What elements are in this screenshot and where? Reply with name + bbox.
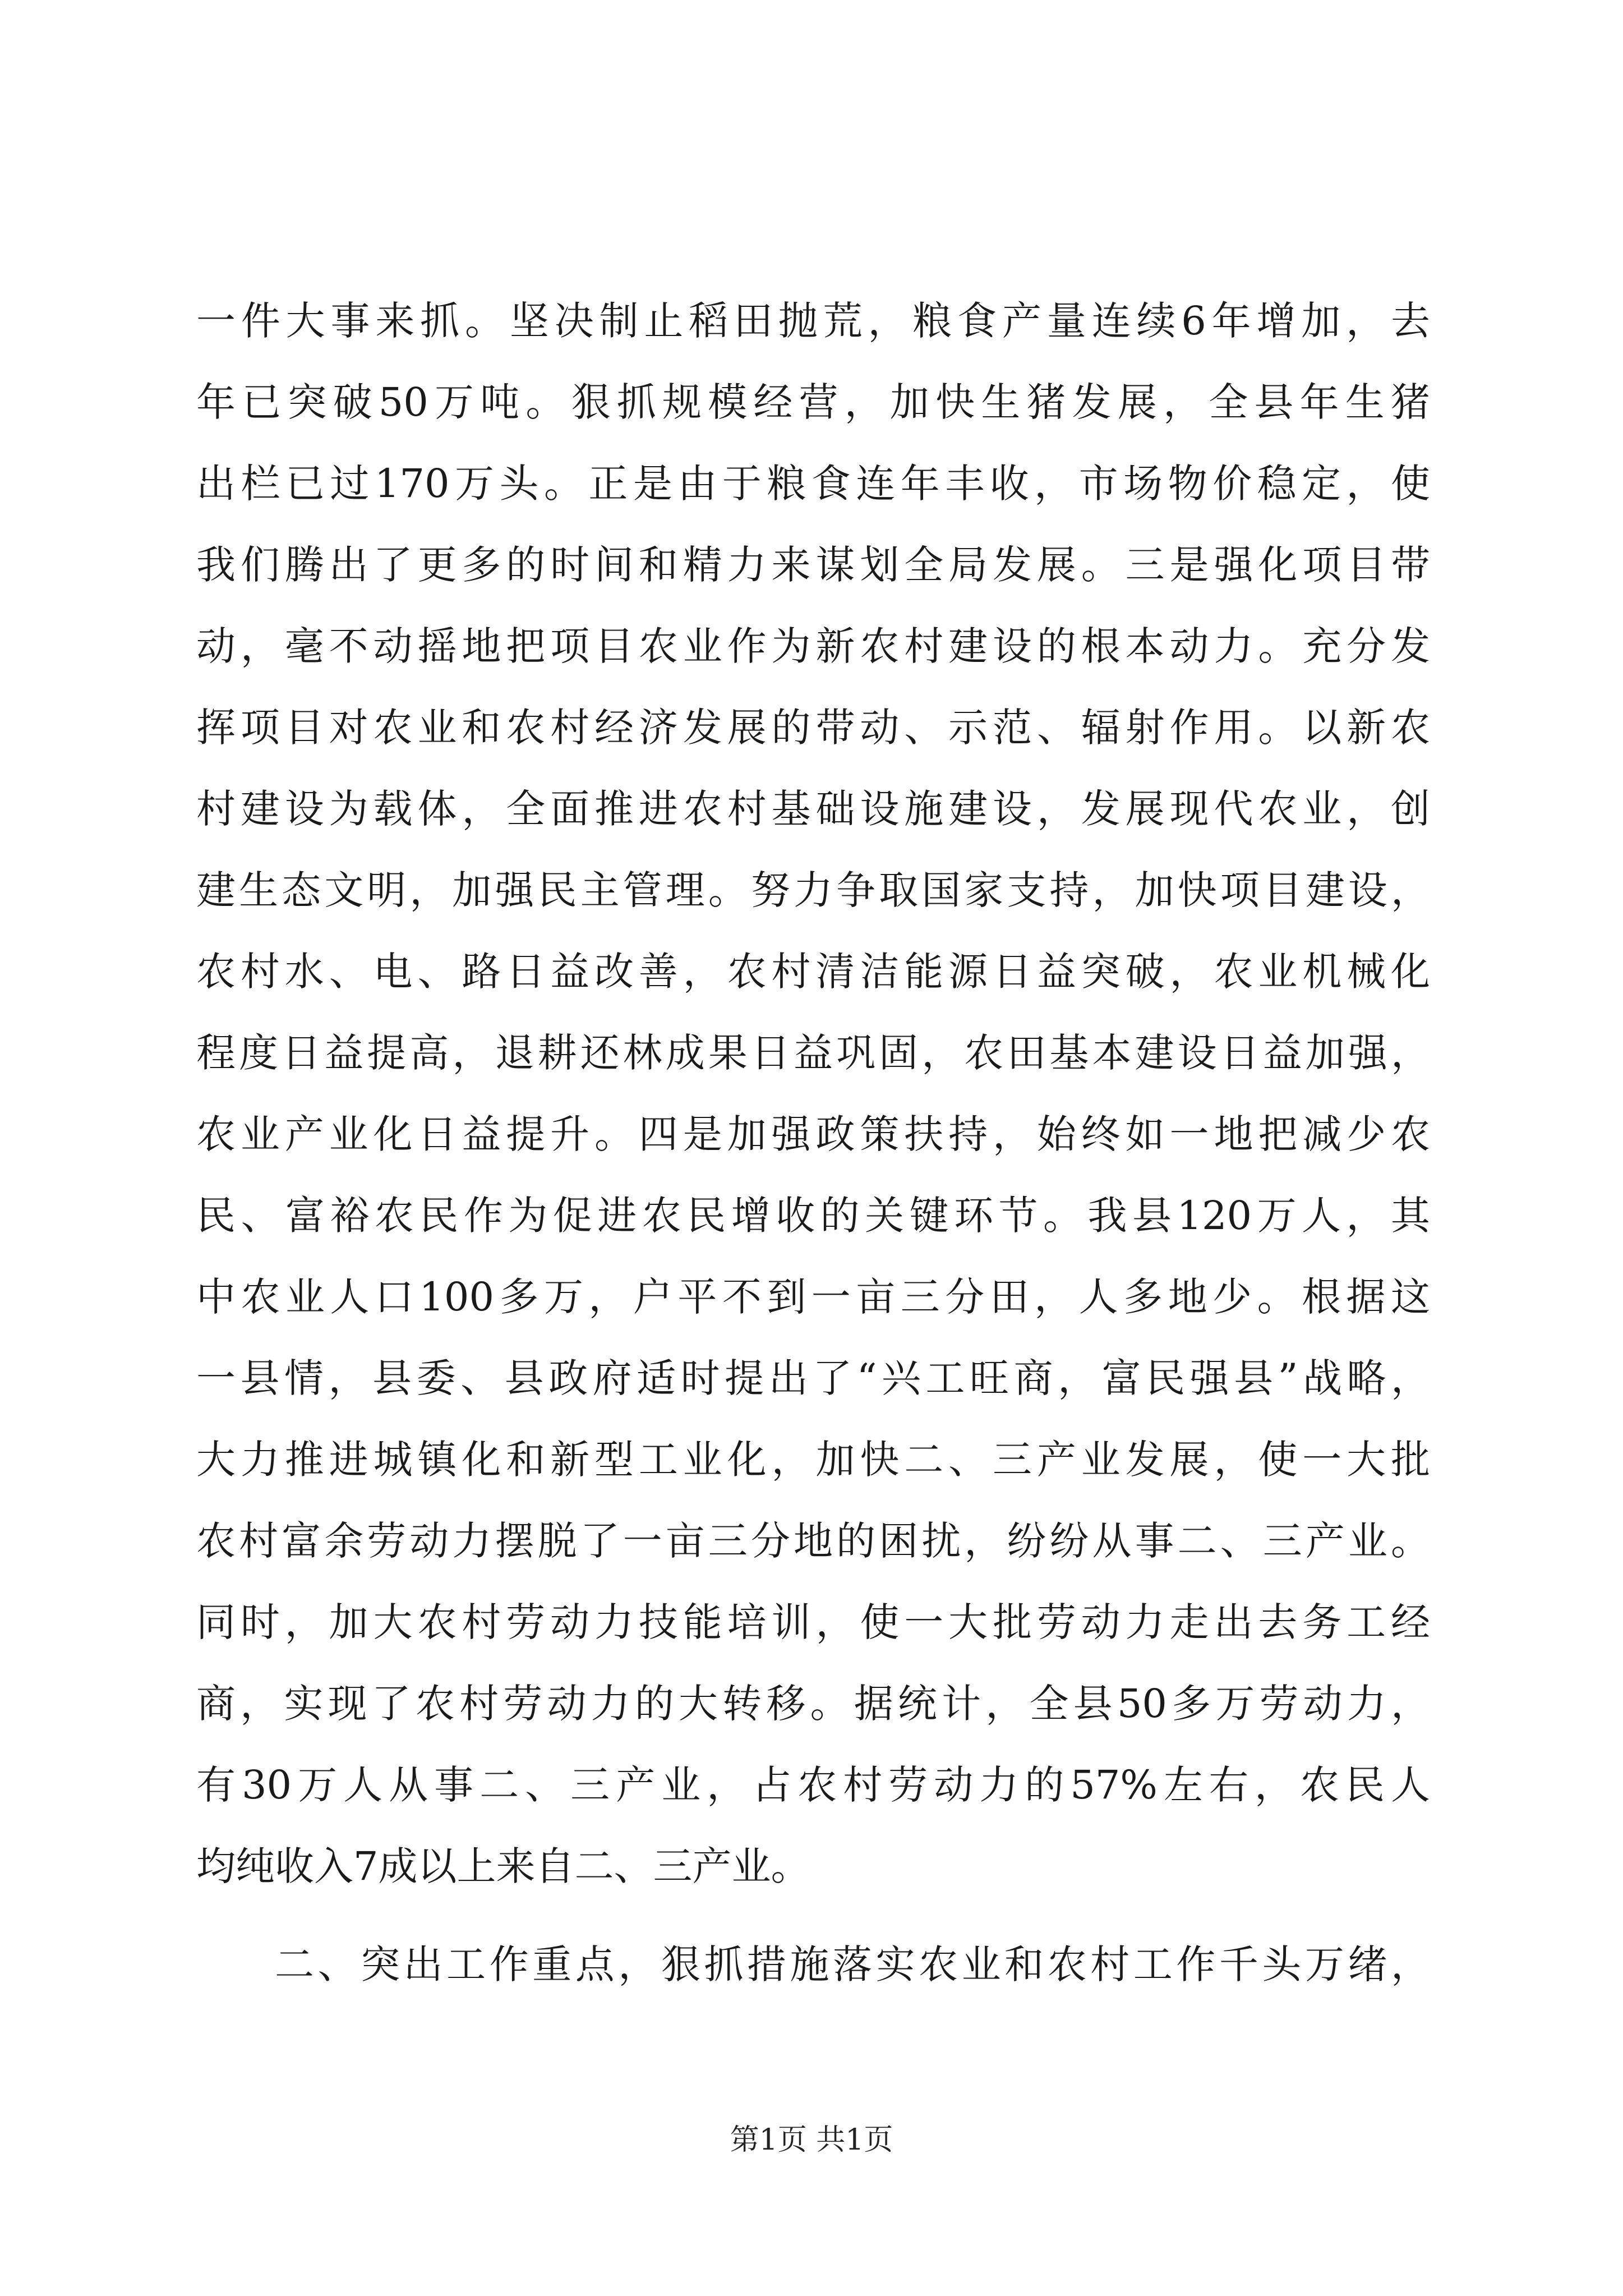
text-line: 我们腾出了更多的时间和精力来谋划全局发展。三是强化项目带 <box>196 542 1430 588</box>
text-line: 农村富余劳动力摆脱了一亩三分地的困扰，纷纷从事二、三产业。 <box>196 1518 1430 1564</box>
text-line: 农村水、电、路日益改善，农村清洁能源日益突破，农业机械化 <box>196 949 1430 995</box>
text-line: 出栏已过170万头。正是由于粮食连年丰收，市场物价稳定，使 <box>196 461 1430 507</box>
text-line: 民、富裕农民作为促进农民增收的关键环节。我县120万人，其 <box>196 1193 1430 1239</box>
paragraph <box>196 1924 1430 2005</box>
paragraph-gap <box>196 1907 1430 1924</box>
text-line: 动，毫不动摇地把项目农业作为新农村建设的根本动力。充分发 <box>196 623 1430 669</box>
text-line: 有30万人从事二、三产业，占农村劳动力的57%左右，农民人 <box>196 1762 1430 1808</box>
page-footer <box>0 2120 1623 2160</box>
text-line: 商，实现了农村劳动力的大转移。据统计，全县50多万劳动力， <box>196 1681 1430 1727</box>
text-line: 同时，加大农村劳动力技能培训，使一大批劳动力走出去务工经 <box>196 1599 1430 1645</box>
text-line: 一件大事来抓。坚决制止稻田抛荒，粮食产量连续6年增加，去 <box>196 298 1430 344</box>
text-line: 挥项目对农业和农村经济发展的带动、示范、辐射作用。以新农 <box>196 705 1430 751</box>
text-line: 程度日益提高，退耕还林成果日益巩固，农田基本建设日益加强， <box>196 1030 1430 1076</box>
text-line: 一县情，县委、县政府适时提出了“兴工旺商，富民强县”战略， <box>196 1355 1430 1401</box>
text-line: 建生态文明，加强民主管理。努力争取国家支持，加快项目建设， <box>196 867 1430 913</box>
page-number: 第1页 共1页 <box>730 2123 893 2157</box>
text-line: 年已突破50万吨。狠抓规模经营，加快生猪发展，全县年生猪 <box>196 379 1430 425</box>
text-line: 大力推进城镇化和新型工业化，加快二、三产业发展，使一大批 <box>196 1437 1430 1483</box>
paragraph <box>196 280 1430 1907</box>
text-line: 中农业人口100多万，户平不到一亩三分田，人多地少。根据这 <box>196 1274 1430 1320</box>
document-body <box>196 280 1430 2005</box>
section-heading-line: 二、突出工作重点，狠抓措施落实农业和农村工作千头万绪， <box>275 1941 1430 1987</box>
text-line: 均纯收入7成以上来自二、三产业。 <box>196 1843 810 1889</box>
text-line: 村建设为载体，全面推进农村基础设施建设，发展现代农业，创 <box>196 786 1430 832</box>
text-line: 农业产业化日益提升。四是加强政策扶持，始终如一地把减少农 <box>196 1111 1430 1157</box>
